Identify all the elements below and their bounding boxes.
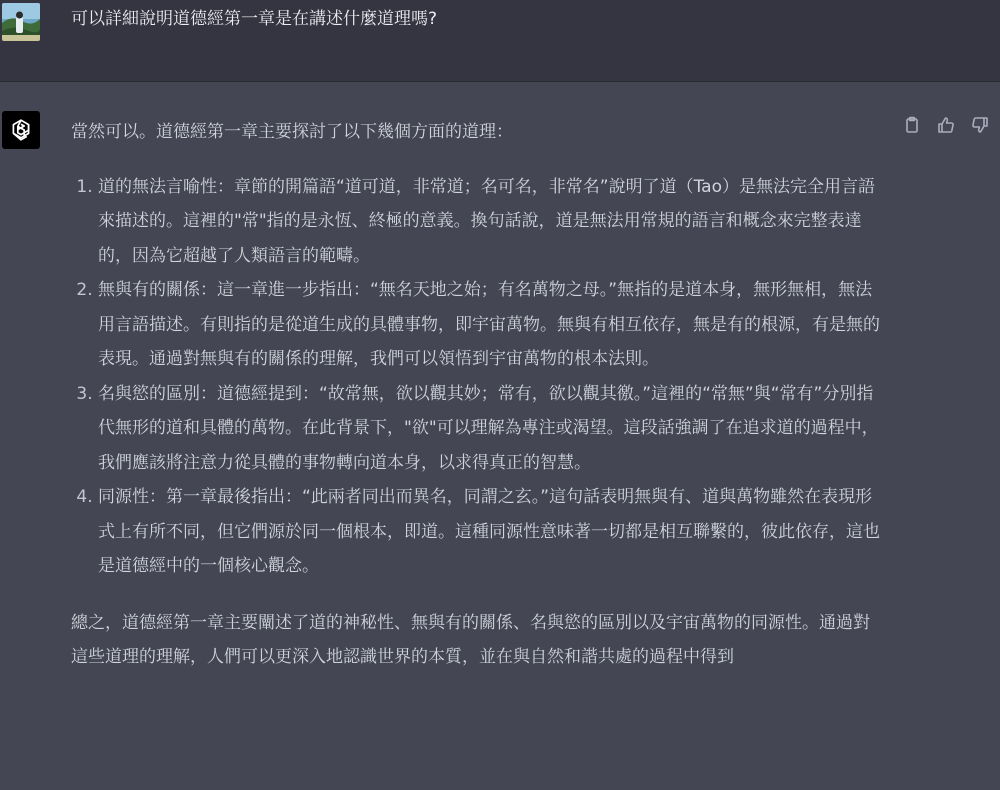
list-item: 3. 名與慾的區別：道德經提到：“故常無，欲以觀其妙；常有，欲以觀其徼。”這裡的“常無”與“常有”分別指代無形的道和具體的萬物。在此背景下，"欲"可以理解為專注或渴望。這段話強調了在追求道的過程中，我們應該將注意力從具體的事物轉向道本身，以求得真正的智慧。 [98,377,886,481]
assistant-message-row [0,82,1000,790]
assistant-conclusion: 總之，道德經第一章主要闡述了道的神秘性、無與有的關係、名與慾的區別以及宇宙萬物的同源性。通過對這些道理的理解，人們可以更深入地認識世界的本質，並在與自然和諧共處的過程中得到 [71,612,870,667]
user-message-row [0,0,1000,82]
assistant-intro: 當然可以。道德經第一章主要探討了以下幾個方面的道理： [71,122,513,142]
list-item: 4. 同源性：第一章最後指出：“此兩者同出而異名，同謂之玄。”這句話表明無與有、道與萬物雖然在表現形式上有所不同，但它們源於同一個根本，即道。這種同源性意味著一切都是相互聯繫的，彼此依存，這也是道德經中的一個核心觀念。 [98,480,886,584]
chatgpt-logo-icon [8,117,34,143]
message-actions [902,115,990,135]
assistant-list [71,170,886,584]
assistant-message-content [71,115,886,675]
user-message-text: 可以詳細說明道德經第一章是在講述什麼道理嗎? [71,9,438,29]
clipboard-icon[interactable] [902,115,922,135]
thumbs-down-icon[interactable] [970,115,990,135]
thumbs-up-icon[interactable] [936,115,956,135]
list-item: 2. 無與有的關係：這一章進一步指出：“無名天地之始；有名萬物之母。”無指的是道本身，無形無相，無法用言語描述。有則指的是從道生成的具體事物，即宇宙萬物。無與有相互依存，無是有的根源，有是無的表現。通過對無與有的關係的理解，我們可以領悟到宇宙萬物的根本法則。 [98,273,886,377]
user-avatar-image [2,3,40,41]
assistant-avatar [2,111,40,149]
list-item: 1. 道的無法言喻性：章節的開篇語“道可道，非常道；名可名，非常名”說明了道（Tao）是無法完全用言語來描述的。這裡的"常"指的是永恆、終極的意義。換句話說，道是無法用常規的語言和概念來完整表達的，因為它超越了人類語言的範疇。 [98,170,886,274]
user-avatar [2,3,40,41]
